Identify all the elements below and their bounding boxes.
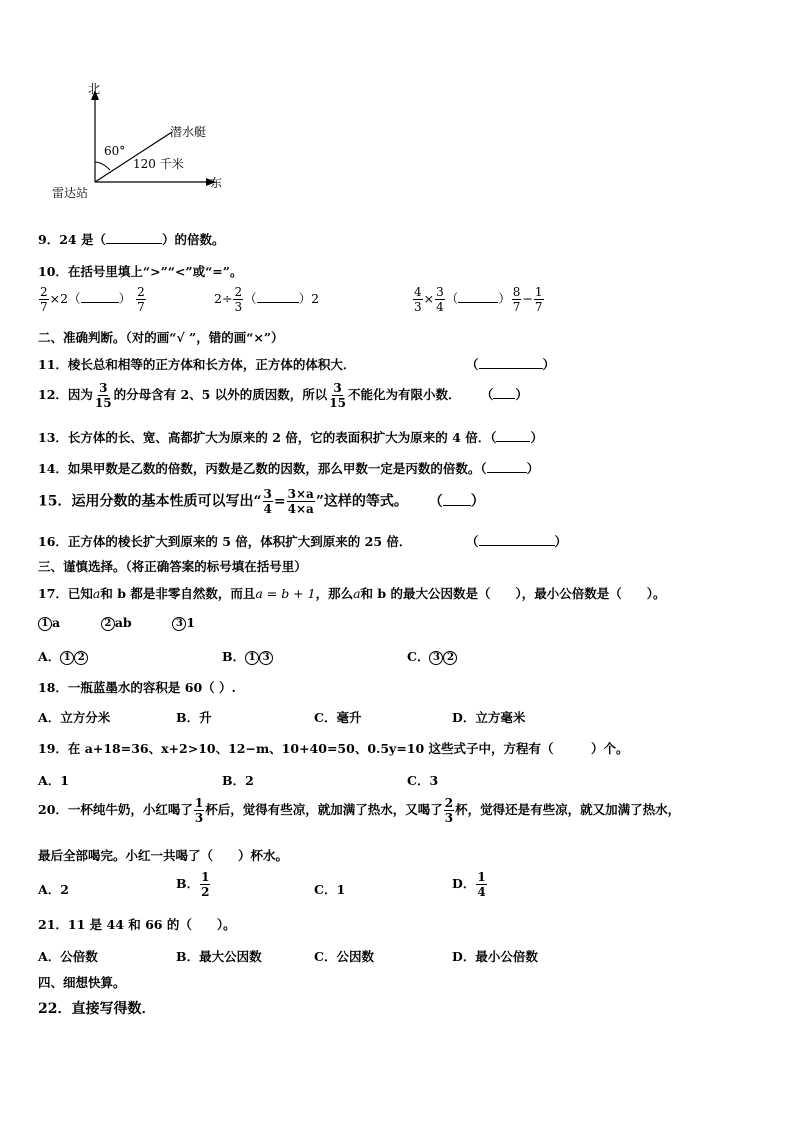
q20-option-d[interactable]: D． $\frac{1}{4}$: [452, 870, 486, 899]
angle-label: 60°: [104, 144, 126, 158]
fraction: $\frac{1}{4}$: [477, 870, 486, 899]
question-15: 15．运用分数的基本性质可以写出“ $\frac{3}{4}$ = $\frac{3\times a}{4\times a}$ ”这样的等式。 （ ）: [38, 487, 485, 516]
q18-option-c[interactable]: C．毫升: [314, 710, 362, 725]
fraction: $\frac{3\times a}{4\times a}$: [287, 487, 314, 516]
fraction: $\frac{3}{15}$: [329, 381, 346, 410]
question-9: 9．24 是（ ）的倍数。: [38, 232, 225, 247]
answer-blank[interactable]: [257, 292, 299, 303]
question-10: 10．在括号里填上“>”“<”或“=”。: [38, 264, 243, 279]
question-22: 22．直接写得数．: [38, 1001, 156, 1017]
north-label: 北: [88, 82, 101, 96]
answer-blank[interactable]: [106, 233, 162, 244]
fraction: $\frac{1}{2}$: [201, 870, 210, 899]
q21-option-a[interactable]: A．公倍数: [38, 949, 98, 964]
question-12: 12．因为 $\frac{3}{15}$ 的分母含有 2、5 以外的质因数，所以 $\frac{3}{15}$ 不能化为有限小数． （ ）: [38, 381, 528, 410]
question-11: 11．棱长总和相等的正方体和长方体，正方体的体积大．: [38, 357, 356, 372]
q10-expr-3: $\frac{4}{3}$ × $\frac{3}{4}$ （ ） $\frac{8}{7}$ − $\frac{1}{7}$: [414, 285, 543, 314]
question-19: 19．在 a+18=36、x+2>10、12−m、10+40=50、0.5y=10 这些式子中，方程有（ ）个。: [38, 741, 629, 756]
answer-blank[interactable]: [458, 292, 498, 303]
q17-items: 1 a 2 ab 3 1: [38, 615, 195, 631]
distance-label: 120 千米: [133, 157, 184, 171]
east-label: 东: [210, 176, 223, 190]
section-3-heading: 三、谨慎选择。（将正确答案的标号填在括号里）: [38, 559, 307, 574]
question-20: 20．一杯纯牛奶，小红喝了 $\frac{1}{3}$ 杯后，觉得有些凉，就加满了热水，又喝了 $\frac{2}{3}$ 杯，觉得还是有些凉，就又加满了热水，: [38, 796, 681, 825]
fraction: $\frac{4}{3}$: [414, 285, 422, 314]
q20-option-a[interactable]: A．2: [38, 882, 69, 897]
q19-option-b[interactable]: B．2: [222, 773, 254, 788]
answer-blank[interactable]: [479, 358, 543, 369]
fraction: $\frac{2}{3}$: [234, 285, 243, 314]
q17-option-c[interactable]: C． 3 2: [407, 647, 457, 665]
q18-option-b[interactable]: B．升: [176, 710, 212, 725]
q11-answer: （ ）: [466, 357, 556, 372]
fraction: $\frac{2}{3}$: [444, 796, 454, 825]
answer-blank[interactable]: [443, 495, 471, 506]
q20-option-c[interactable]: C．1: [314, 882, 346, 897]
q21-option-c[interactable]: C．公因数: [314, 949, 374, 964]
question-16: 16．正方体的棱长扩大到原来的 5 倍，体积扩大到原来的 25 倍．: [38, 534, 412, 549]
q18-option-a[interactable]: A．立方分米: [38, 710, 111, 725]
question-13: 13．长方体的长、宽、高都扩大为原来的 2 倍，它的表面积扩大为原来的 4 倍．（ ）: [38, 430, 543, 445]
origin-label: 雷达站: [52, 186, 89, 200]
fraction: $\frac{3}{4}$: [263, 487, 272, 516]
q19-option-a[interactable]: A．1: [38, 773, 69, 788]
q10-expr-1: $\frac{2}{7}$ ×2（ ） $\frac{2}{7}$: [40, 285, 145, 314]
question-17: 17．已知a和 b 都是非零自然数，而且a = b + 1，那么a和 b 的最大公因数是（ ），最小公倍数是（ ）。: [38, 586, 666, 601]
question-14: 14．如果甲数是乙数的倍数，丙数是乙数的因数，那么甲数一定是丙数的倍数。（ ）: [38, 461, 540, 476]
fraction: $\frac{3}{15}$: [94, 381, 112, 410]
q17-option-a[interactable]: A． 1 2: [38, 647, 88, 665]
question-18: 18．一瓶蓝墨水的容积是 60（ ）.: [38, 680, 236, 695]
fraction: $\frac{2}{7}$: [137, 285, 145, 314]
fraction: $\frac{2}{7}$: [40, 285, 48, 314]
direction-diagram: [40, 78, 240, 208]
q20-option-b[interactable]: B． $\frac{1}{2}$: [176, 870, 210, 899]
q19-option-c[interactable]: C．3: [407, 773, 439, 788]
section-2-heading: 二、准确判断。（对的画“√ ”，错的画“×”）: [38, 330, 284, 345]
fraction: $\frac{1}{3}$: [194, 796, 204, 825]
question-21: 21．11 是 44 和 66 的（ ）。: [38, 917, 236, 932]
question-20-line-2: 最后全部喝完。小红一共喝了（ ）杯水。: [38, 848, 289, 863]
answer-blank[interactable]: [81, 292, 119, 303]
q16-answer: （ ）: [466, 534, 568, 549]
q10-expr-2: 2÷ $\frac{2}{3}$ （ ）2: [214, 285, 320, 314]
fraction: $\frac{8}{7}$: [512, 285, 521, 314]
q17-option-b[interactable]: B． 1 3: [222, 647, 273, 665]
answer-blank[interactable]: [493, 388, 515, 399]
q18-option-d[interactable]: D．立方毫米: [452, 710, 526, 725]
fraction: $\frac{3}{4}$: [436, 285, 444, 314]
q21-option-b[interactable]: B．最大公因数: [176, 949, 262, 964]
q21-option-d[interactable]: D．最小公倍数: [452, 949, 538, 964]
answer-blank[interactable]: [496, 431, 530, 442]
answer-blank[interactable]: [487, 462, 527, 473]
target-label: 潜水艇: [170, 125, 207, 139]
fraction: $\frac{1}{7}$: [534, 285, 543, 314]
answer-blank[interactable]: [479, 535, 555, 546]
section-4-heading: 四、细想快算。: [38, 975, 126, 990]
